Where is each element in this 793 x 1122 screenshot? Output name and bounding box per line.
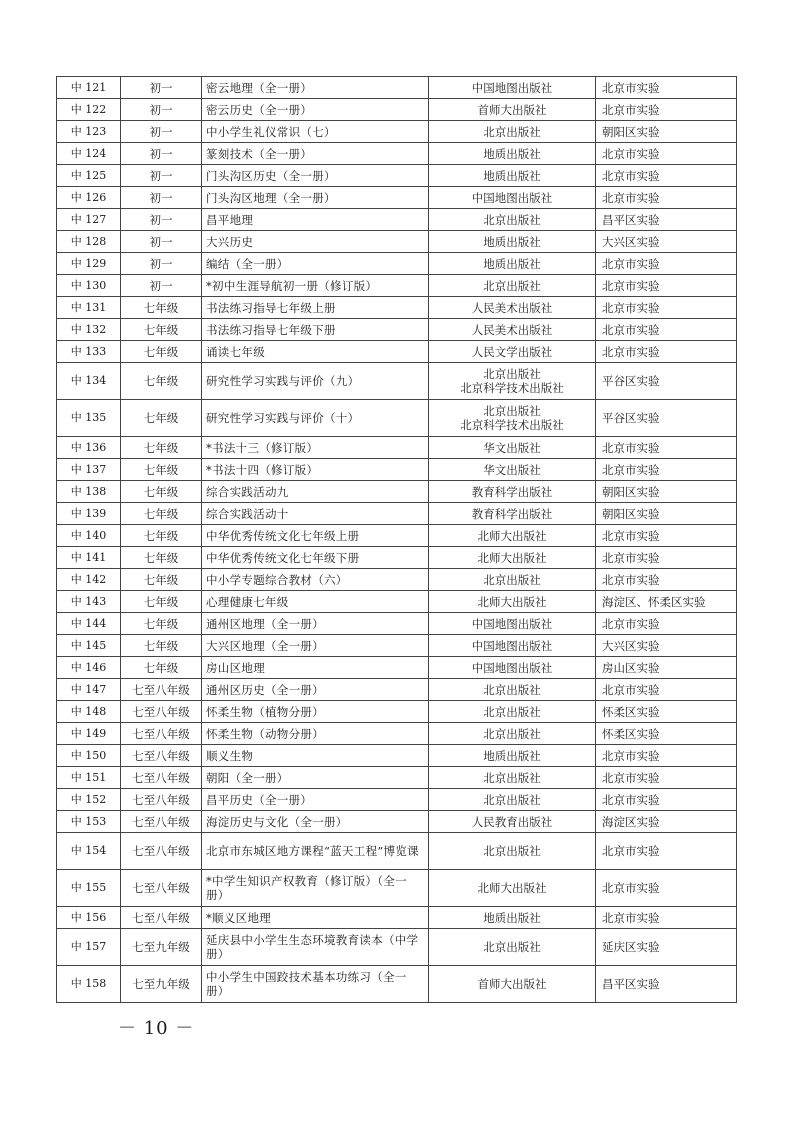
usage-scope: 平谷区实验 <box>596 363 737 400</box>
usage-scope: 怀柔区实验 <box>596 701 737 723</box>
book-title: 篆刻技术（全一册） <box>202 143 429 165</box>
grade-level: 七年级 <box>121 319 202 341</box>
publisher-name: 地质出版社 <box>483 168 541 183</box>
publisher <box>429 907 596 929</box>
publisher <box>429 363 596 400</box>
catalog-code: 中 129 <box>57 253 121 275</box>
publisher <box>429 297 596 319</box>
table-row <box>57 525 737 547</box>
table-row <box>57 547 737 569</box>
catalog-code: 中 147 <box>57 679 121 701</box>
catalog-code: 中 153 <box>57 811 121 833</box>
grade-level: 初一 <box>121 143 202 165</box>
publisher <box>429 723 596 745</box>
textbook-catalog-table <box>56 76 736 1003</box>
book-title: 心理健康七年级 <box>202 591 429 613</box>
grade-level: 初一 <box>121 121 202 143</box>
table-body <box>57 77 737 1003</box>
table-row <box>57 907 737 929</box>
book-title: 朝阳（全一册） <box>202 767 429 789</box>
usage-scope: 北京市实验 <box>596 870 737 907</box>
table-row <box>57 319 737 341</box>
usage-scope: 昌平区实验 <box>596 966 737 1003</box>
usage-scope: 北京市实验 <box>596 767 737 789</box>
publisher-name: 北京出版社 <box>483 792 541 807</box>
book-title: 综合实践活动九 <box>202 481 429 503</box>
catalog-code: 中 143 <box>57 591 121 613</box>
book-title: 顺义生物 <box>202 745 429 767</box>
usage-scope: 房山区实验 <box>596 657 737 679</box>
book-title: 研究性学习实践与评价（九） <box>202 363 429 400</box>
publisher <box>429 319 596 341</box>
table-row <box>57 833 737 870</box>
publisher-name: 北京出版社 <box>483 844 541 858</box>
publisher-name: 中国地图出版社 <box>471 80 553 95</box>
usage-scope: 北京市实验 <box>596 165 737 187</box>
grade-level: 七年级 <box>121 591 202 613</box>
publisher-name: 北师大出版社 <box>477 881 547 895</box>
publisher-name: 华文出版社 <box>483 462 541 477</box>
table-row <box>57 187 737 209</box>
book-title: 门头沟区历史（全一册） <box>202 165 429 187</box>
usage-scope: 怀柔区实验 <box>596 723 737 745</box>
publisher <box>429 165 596 187</box>
publisher-name: 北京科学技术出版社 <box>460 418 564 432</box>
grade-level: 七年级 <box>121 613 202 635</box>
usage-scope: 北京市实验 <box>596 789 737 811</box>
usage-scope: 大兴区实验 <box>596 635 737 657</box>
publisher <box>429 745 596 767</box>
grade-level: 七年级 <box>121 547 202 569</box>
catalog-code: 中 136 <box>57 437 121 459</box>
usage-scope: 北京市实验 <box>596 907 737 929</box>
grade-level: 初一 <box>121 275 202 297</box>
book-title: *中学生知识产权教育（修订版）（全一册） <box>202 870 429 907</box>
publisher <box>429 833 596 870</box>
book-title: 大兴历史 <box>202 231 429 253</box>
grade-level: 七年级 <box>121 363 202 400</box>
usage-scope: 北京市实验 <box>596 319 737 341</box>
grade-level: 七至八年级 <box>121 745 202 767</box>
publisher <box>429 767 596 789</box>
grade-level: 初一 <box>121 165 202 187</box>
table-row <box>57 767 737 789</box>
publisher <box>429 701 596 723</box>
usage-scope: 北京市实验 <box>596 437 737 459</box>
grade-level: 七至八年级 <box>121 701 202 723</box>
catalog-code: 中 132 <box>57 319 121 341</box>
publisher-name: 教育科学出版社 <box>471 484 553 499</box>
grade-level: 七年级 <box>121 569 202 591</box>
table-row <box>57 275 737 297</box>
book-title: *书法十四（修订版） <box>202 459 429 481</box>
grade-level: 七年级 <box>121 481 202 503</box>
book-title: 综合实践活动十 <box>202 503 429 525</box>
grade-level: 初一 <box>121 253 202 275</box>
publisher <box>429 679 596 701</box>
grade-level: 七至八年级 <box>121 833 202 870</box>
publisher-name: 北京出版社 <box>483 572 541 587</box>
publisher-name: 教育科学出版社 <box>471 506 553 521</box>
publisher-name: 北京出版社 <box>483 770 541 785</box>
grade-level: 七年级 <box>121 437 202 459</box>
grade-level: 七年级 <box>121 503 202 525</box>
book-title: 大兴区地理（全一册） <box>202 635 429 657</box>
publisher-name: 北京出版社 <box>483 404 541 418</box>
table-row <box>57 209 737 231</box>
grade-level: 七至八年级 <box>121 767 202 789</box>
catalog-code: 中 141 <box>57 547 121 569</box>
grade-level: 初一 <box>121 209 202 231</box>
catalog-code: 中 127 <box>57 209 121 231</box>
publisher <box>429 525 596 547</box>
table-row <box>57 929 737 966</box>
grade-level: 七年级 <box>121 400 202 437</box>
grade-level: 七年级 <box>121 341 202 363</box>
table-row <box>57 99 737 121</box>
publisher <box>429 143 596 165</box>
catalog-code: 中 156 <box>57 907 121 929</box>
grade-level: 七年级 <box>121 459 202 481</box>
publisher-name: 北京出版社 <box>483 704 541 719</box>
publisher <box>429 253 596 275</box>
table-row <box>57 77 737 99</box>
usage-scope: 北京市实验 <box>596 99 737 121</box>
usage-scope: 朝阳区实验 <box>596 481 737 503</box>
book-title: 通州区历史（全一册） <box>202 679 429 701</box>
grade-level: 初一 <box>121 77 202 99</box>
grade-level: 七至八年级 <box>121 811 202 833</box>
publisher-name: 北师大出版社 <box>477 528 547 543</box>
catalog-code: 中 142 <box>57 569 121 591</box>
catalog-code: 中 133 <box>57 341 121 363</box>
table-row <box>57 143 737 165</box>
table-row <box>57 870 737 907</box>
catalog-code: 中 137 <box>57 459 121 481</box>
publisher-name: 人民教育出版社 <box>471 814 553 829</box>
publisher-name: 华文出版社 <box>483 440 541 455</box>
publisher <box>429 789 596 811</box>
catalog-code: 中 144 <box>57 613 121 635</box>
book-title: 中小学专题综合教材（六） <box>202 569 429 591</box>
table-row <box>57 569 737 591</box>
grade-level: 七至九年级 <box>121 929 202 966</box>
table-row <box>57 253 737 275</box>
table-row <box>57 657 737 679</box>
grade-level: 七至八年级 <box>121 870 202 907</box>
publisher <box>429 811 596 833</box>
grade-level: 七年级 <box>121 657 202 679</box>
catalog-code: 中 151 <box>57 767 121 789</box>
grade-level: 七年级 <box>121 635 202 657</box>
book-title: 书法练习指导七年级下册 <box>202 319 429 341</box>
usage-scope: 朝阳区实验 <box>596 121 737 143</box>
publisher-name: 人民美术出版社 <box>471 322 553 337</box>
grade-level: 初一 <box>121 187 202 209</box>
catalog-code: 中 138 <box>57 481 121 503</box>
table-row <box>57 591 737 613</box>
publisher <box>429 613 596 635</box>
table-row <box>57 297 737 319</box>
catalog-code: 中 158 <box>57 966 121 1003</box>
grade-level: 七至八年级 <box>121 907 202 929</box>
table-row <box>57 231 737 253</box>
table-row <box>57 165 737 187</box>
catalog-code: 中 122 <box>57 99 121 121</box>
book-title: 中小学生礼仪常识（七） <box>202 121 429 143</box>
table-row <box>57 341 737 363</box>
usage-scope: 北京市实验 <box>596 745 737 767</box>
book-title: *书法十三（修订版） <box>202 437 429 459</box>
catalog-code: 中 123 <box>57 121 121 143</box>
publisher-name: 首师大出版社 <box>477 102 547 117</box>
publisher-name: 北京出版社 <box>483 367 541 381</box>
publisher-name: 北京出版社 <box>483 726 541 741</box>
usage-scope: 北京市实验 <box>596 459 737 481</box>
table-row <box>57 437 737 459</box>
publisher <box>429 966 596 1003</box>
usage-scope: 昌平区实验 <box>596 209 737 231</box>
book-title: 研究性学习实践与评价（十） <box>202 400 429 437</box>
publisher-name: 北京科学技术出版社 <box>460 381 564 395</box>
catalog-code: 中 155 <box>57 870 121 907</box>
publisher-name: 中国地图出版社 <box>471 616 553 631</box>
usage-scope: 北京市实验 <box>596 679 737 701</box>
catalog-code: 中 125 <box>57 165 121 187</box>
publisher-name: 人民文学出版社 <box>471 344 553 359</box>
book-title: *初中生涯导航初一册（修订版） <box>202 275 429 297</box>
publisher-name: 中国地图出版社 <box>471 190 553 205</box>
catalog-code: 中 152 <box>57 789 121 811</box>
book-title: 通州区地理（全一册） <box>202 613 429 635</box>
table-row <box>57 789 737 811</box>
usage-scope: 北京市实验 <box>596 569 737 591</box>
usage-scope: 海淀区、怀柔区实验 <box>596 591 737 613</box>
book-title: 房山区地理 <box>202 657 429 679</box>
book-title: 书法练习指导七年级上册 <box>202 297 429 319</box>
table-row <box>57 635 737 657</box>
publisher-name: 首师大出版社 <box>477 977 547 991</box>
usage-scope: 北京市实验 <box>596 253 737 275</box>
catalog-code: 中 130 <box>57 275 121 297</box>
publisher <box>429 870 596 907</box>
book-title: 怀柔生物（植物分册） <box>202 701 429 723</box>
publisher <box>429 591 596 613</box>
publisher-name: 北京出版社 <box>483 124 541 139</box>
usage-scope: 大兴区实验 <box>596 231 737 253</box>
publisher-name: 北京出版社 <box>483 682 541 697</box>
catalog-code: 中 145 <box>57 635 121 657</box>
book-title: 北京市东城区地方课程“蓝天工程”博览课 <box>202 833 429 870</box>
book-title: 密云地理（全一册） <box>202 77 429 99</box>
grade-level: 七年级 <box>121 297 202 319</box>
publisher <box>429 275 596 297</box>
grade-level: 七年级 <box>121 525 202 547</box>
publisher <box>429 77 596 99</box>
book-title: 密云历史（全一册） <box>202 99 429 121</box>
catalog-code: 中 148 <box>57 701 121 723</box>
catalog-code: 中 157 <box>57 929 121 966</box>
publisher-name: 北京出版社 <box>483 212 541 227</box>
catalog-code: 中 121 <box>57 77 121 99</box>
usage-scope: 海淀区实验 <box>596 811 737 833</box>
grade-level: 初一 <box>121 99 202 121</box>
book-title: 诵读七年级 <box>202 341 429 363</box>
catalog-table <box>56 76 737 1003</box>
grade-level: 初一 <box>121 231 202 253</box>
book-title: 中小学生中国跤技术基本功练习（全一册） <box>202 966 429 1003</box>
table-row <box>57 679 737 701</box>
publisher <box>429 99 596 121</box>
book-title: 海淀历史与文化（全一册） <box>202 811 429 833</box>
catalog-code: 中 154 <box>57 833 121 870</box>
publisher <box>429 503 596 525</box>
table-row <box>57 723 737 745</box>
catalog-code: 中 126 <box>57 187 121 209</box>
usage-scope: 北京市实验 <box>596 341 737 363</box>
catalog-code: 中 140 <box>57 525 121 547</box>
publisher <box>429 569 596 591</box>
publisher <box>429 437 596 459</box>
grade-level: 七至八年级 <box>121 723 202 745</box>
usage-scope: 延庆区实验 <box>596 929 737 966</box>
book-title: 中华优秀传统文化七年级上册 <box>202 525 429 547</box>
publisher <box>429 341 596 363</box>
publisher <box>429 231 596 253</box>
usage-scope: 北京市实验 <box>596 187 737 209</box>
catalog-code: 中 150 <box>57 745 121 767</box>
book-title: 编结（全一册） <box>202 253 429 275</box>
table-row <box>57 481 737 503</box>
usage-scope: 北京市实验 <box>596 77 737 99</box>
table-row <box>57 503 737 525</box>
book-title: 门头沟区地理（全一册） <box>202 187 429 209</box>
catalog-code: 中 139 <box>57 503 121 525</box>
grade-level: 七至八年级 <box>121 679 202 701</box>
book-title: 中华优秀传统文化七年级下册 <box>202 547 429 569</box>
usage-scope: 北京市实验 <box>596 833 737 870</box>
book-title: 昌平地理 <box>202 209 429 231</box>
catalog-code: 中 146 <box>57 657 121 679</box>
publisher <box>429 209 596 231</box>
publisher <box>429 187 596 209</box>
table-row <box>57 363 737 400</box>
usage-scope: 北京市实验 <box>596 613 737 635</box>
publisher <box>429 929 596 966</box>
book-title: 延庆县中小学生生态环境教育读本（中学册） <box>202 929 429 966</box>
publisher-name: 地质出版社 <box>483 256 541 271</box>
book-title: *顺义区地理 <box>202 907 429 929</box>
publisher-name: 北师大出版社 <box>477 550 547 565</box>
usage-scope: 北京市实验 <box>596 297 737 319</box>
publisher-name: 中国地图出版社 <box>471 638 553 653</box>
catalog-code: 中 134 <box>57 363 121 400</box>
usage-scope: 北京市实验 <box>596 547 737 569</box>
table-row <box>57 459 737 481</box>
publisher-name: 地质出版社 <box>483 146 541 161</box>
publisher <box>429 635 596 657</box>
book-title: 昌平历史（全一册） <box>202 789 429 811</box>
usage-scope: 北京市实验 <box>596 275 737 297</box>
book-title: 怀柔生物（动物分册） <box>202 723 429 745</box>
publisher <box>429 547 596 569</box>
catalog-code: 中 128 <box>57 231 121 253</box>
publisher-name: 北京出版社 <box>483 940 541 954</box>
publisher <box>429 459 596 481</box>
catalog-code: 中 131 <box>57 297 121 319</box>
table-row <box>57 121 737 143</box>
grade-level: 七至九年级 <box>121 966 202 1003</box>
table-row <box>57 400 737 437</box>
publisher-name: 地质出版社 <box>483 910 541 925</box>
publisher-name: 地质出版社 <box>483 234 541 249</box>
table-row <box>57 966 737 1003</box>
publisher <box>429 657 596 679</box>
publisher-name: 北京出版社 <box>483 278 541 293</box>
publisher <box>429 400 596 437</box>
catalog-code: 中 135 <box>57 400 121 437</box>
catalog-code: 中 124 <box>57 143 121 165</box>
table-row <box>57 745 737 767</box>
usage-scope: 朝阳区实验 <box>596 503 737 525</box>
publisher-name: 人民美术出版社 <box>471 300 553 315</box>
usage-scope: 平谷区实验 <box>596 400 737 437</box>
usage-scope: 北京市实验 <box>596 143 737 165</box>
table-row <box>57 701 737 723</box>
catalog-code: 中 149 <box>57 723 121 745</box>
publisher-name: 地质出版社 <box>483 748 541 763</box>
publisher <box>429 481 596 503</box>
table-row <box>57 613 737 635</box>
publisher <box>429 121 596 143</box>
usage-scope: 北京市实验 <box>596 525 737 547</box>
publisher-name: 中国地图出版社 <box>471 660 553 675</box>
page-number: － 10 － <box>118 1018 195 1039</box>
grade-level: 七至八年级 <box>121 789 202 811</box>
table-row <box>57 811 737 833</box>
publisher-name: 北师大出版社 <box>477 594 547 609</box>
